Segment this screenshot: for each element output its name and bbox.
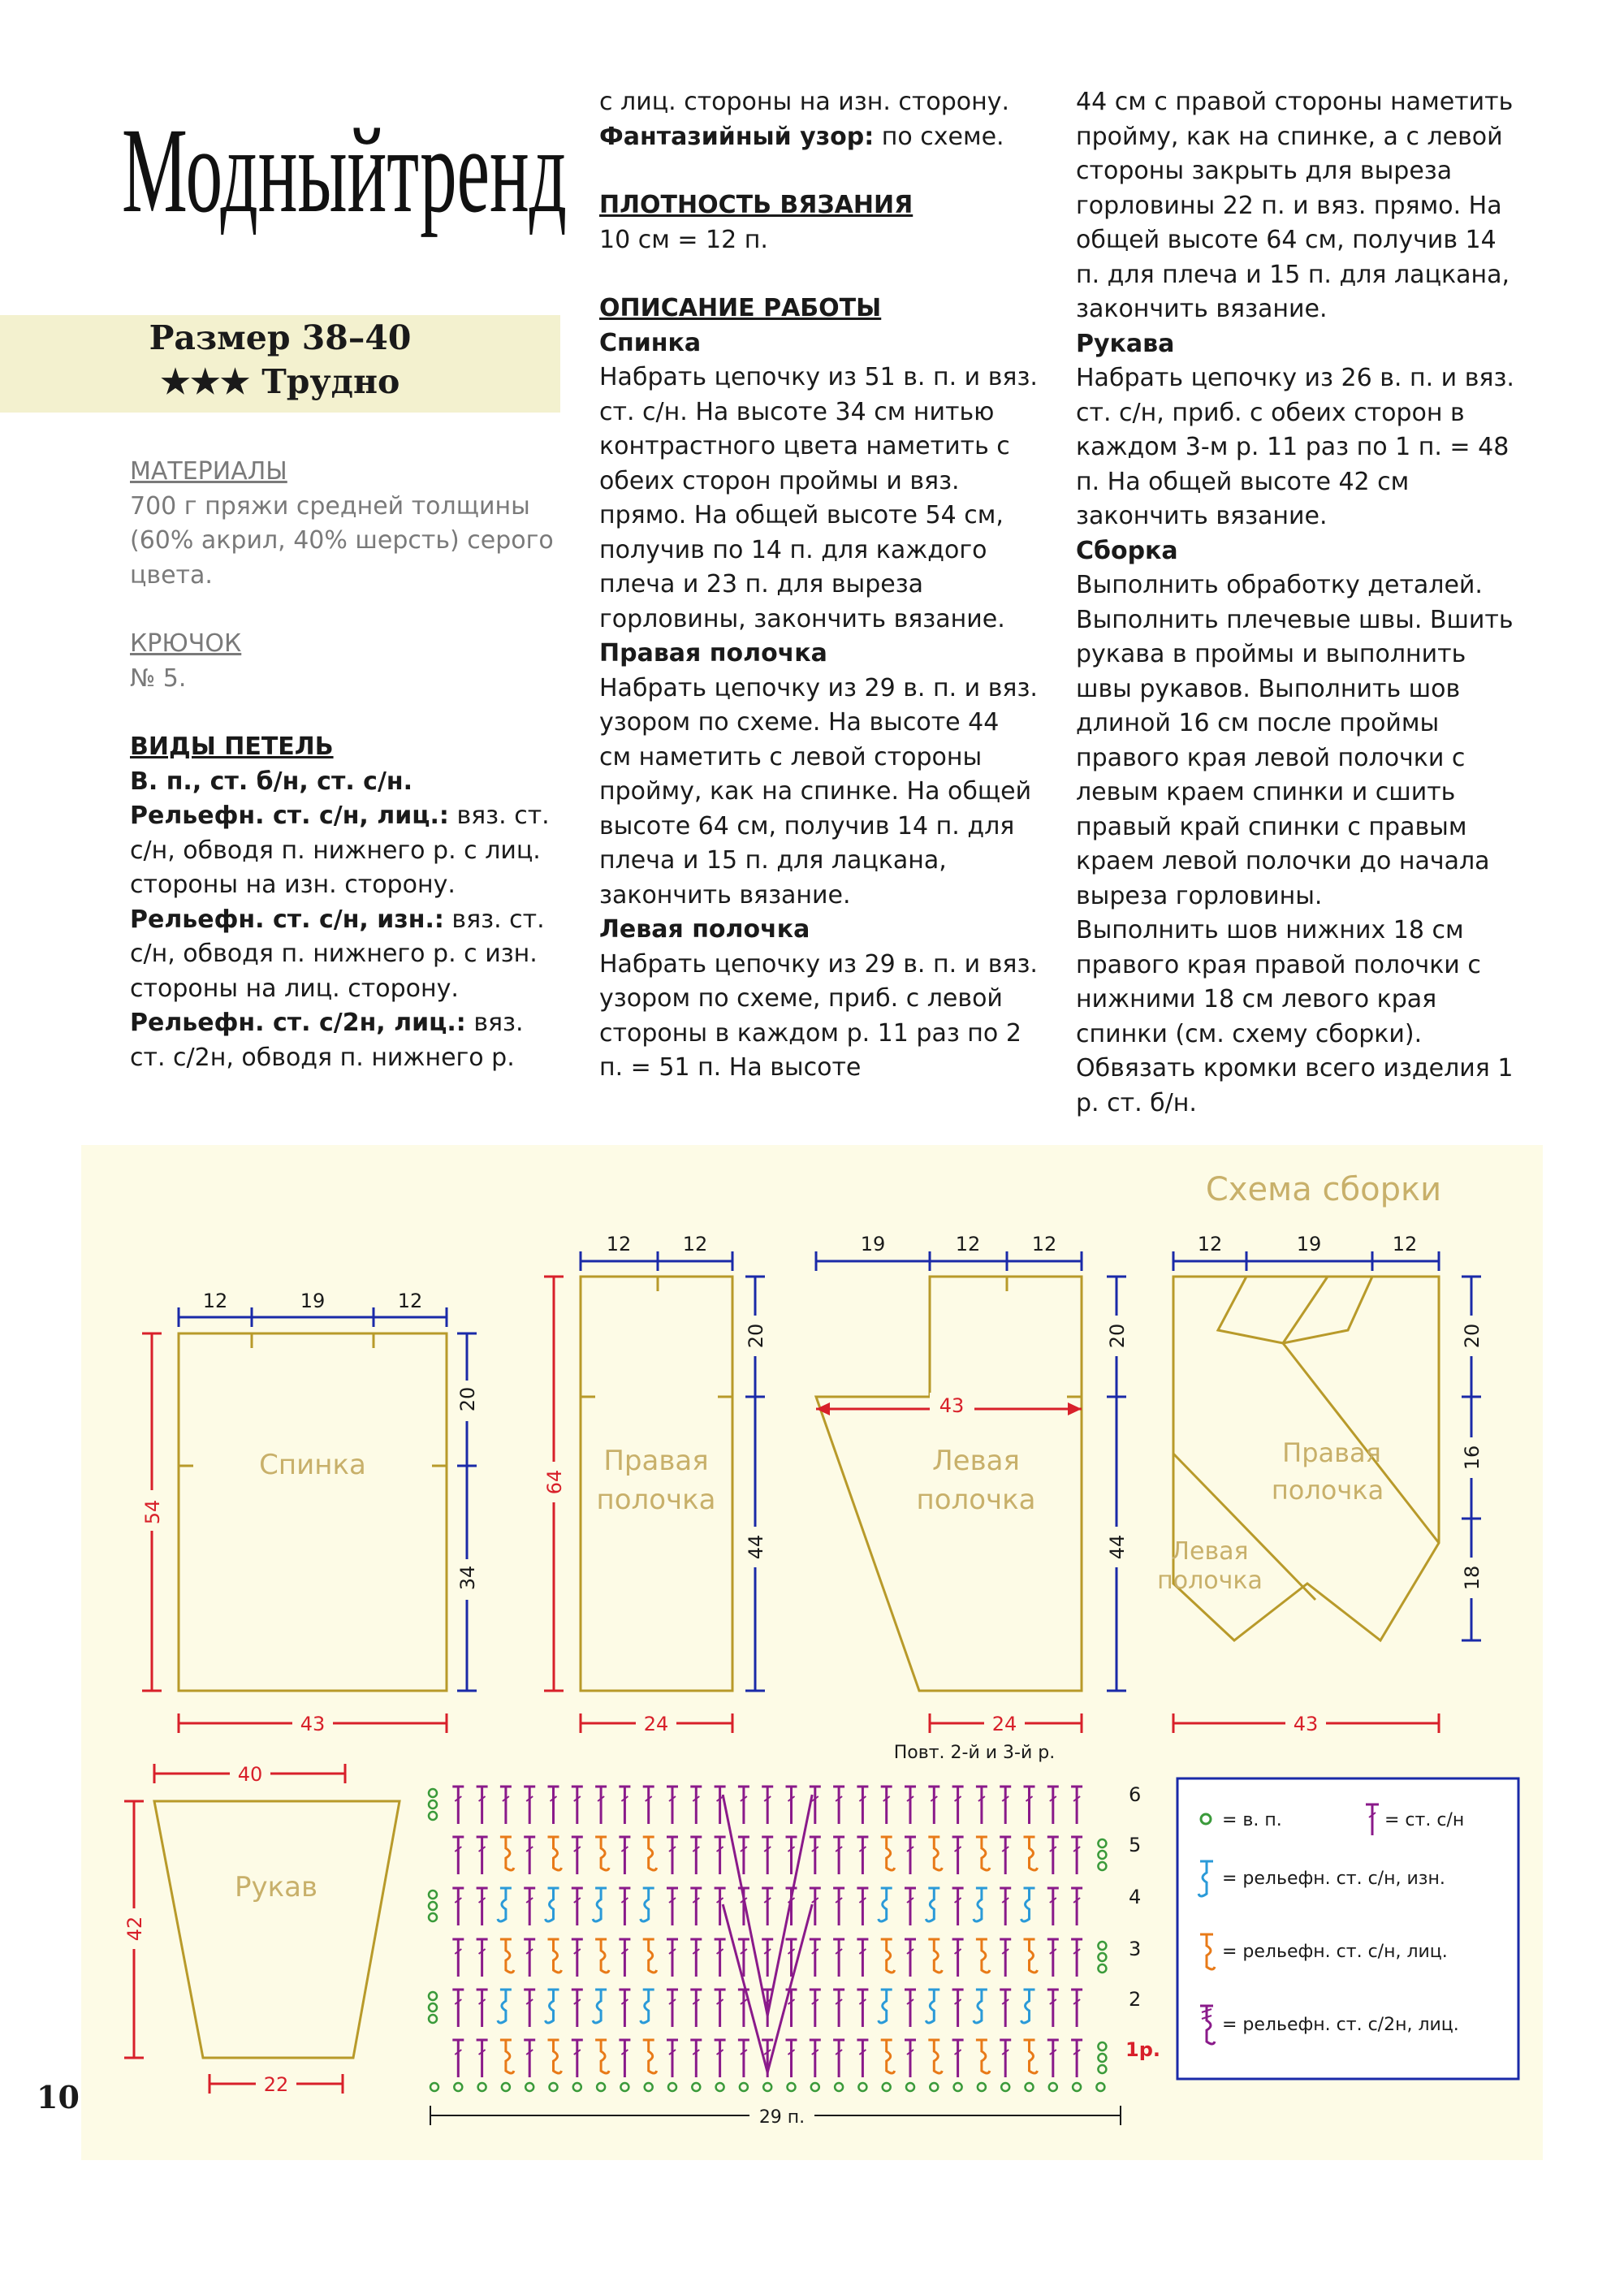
page-number: 10 xyxy=(37,2079,80,2115)
turning-chain xyxy=(1098,1862,1106,1870)
left-front-text: Набрать цепочку из 29 в. п. и вяз. узором по схеме, приб. с левой стороны в каждом р. 11 раз по 2 п. = 51 п. На высоте xyxy=(599,949,1038,1082)
right-front-text: Набрать цепочку из 29 в. п. и вяз. узором по схеме. На высоте 44 см наметить с левой стороны пройму, как на спинке. На общей высоте 64 см, получив 14 п. для плеча и 15 п. для лацкана, закончить вязание. xyxy=(599,673,1038,910)
chain-stitch xyxy=(454,2083,462,2091)
assembly-left-label-1: Левая xyxy=(1171,1537,1249,1566)
chart-row-1: 1р. xyxy=(1125,2038,1160,2061)
density-heading: ПЛОТНОСТЬ ВЯЗАНИЯ xyxy=(599,191,914,219)
right-front-label-1: Правая xyxy=(603,1445,709,1477)
turning-chain xyxy=(429,1992,437,2000)
chain-stitch xyxy=(620,2083,628,2091)
difficulty-label: ★★★ Трудно xyxy=(160,362,400,401)
sleeve-label: Рукав xyxy=(234,1871,318,1904)
back-pattern xyxy=(140,1290,479,1735)
turning-chain xyxy=(429,1800,437,1808)
left-front-label-2: полочка xyxy=(916,1484,1036,1516)
legend-fptr-right: = рельефн. ст. с/2н, лиц. xyxy=(1222,2015,1459,2035)
back-dim-top-1: 12 xyxy=(202,1290,228,1312)
back-dim-top-2: 19 xyxy=(300,1290,326,1312)
assembly-dim-3: 18 xyxy=(1461,1565,1484,1591)
turning-chain xyxy=(429,2003,437,2012)
assembly-text-1: Выполнить обработку деталей. Выполнить плечевые швы. Вшить рукава в проймы и выполнить швы рукавов. Выполнить шов длиной 16 см после проймы правого края левой полочки с левым краем спинки и сшить правый край спинки с правым краем левой полочки до начала выреза горловины. xyxy=(1076,571,1514,910)
relief-stitch xyxy=(934,2040,942,2073)
size-label: Размер 38–40 xyxy=(149,318,412,357)
sleeves-text: Набрать цепочку из 26 в. п. и вяз. ст. с/н, приб. с обеих сторон в каждом 3-м р. 11 раз по 1 п. = 48 п. На общей высоте 42 см закончить вязание. xyxy=(1076,364,1514,530)
back-outline xyxy=(179,1333,447,1691)
chain-stitch xyxy=(740,2083,748,2091)
hook-text: № 5. xyxy=(130,663,187,693)
logo-text: Модныйтренд xyxy=(122,103,567,238)
turning-chain xyxy=(1098,2042,1106,2050)
chain-stitch xyxy=(1073,2083,1081,2091)
left-front-dim-armhole: 20 xyxy=(1106,1323,1129,1349)
turning-chain xyxy=(1098,1942,1106,1950)
relief-stitch xyxy=(879,1990,887,2023)
assembly-right-label-2: полочка xyxy=(1271,1475,1384,1506)
relief-stitch xyxy=(498,1888,506,1921)
turning-chain xyxy=(1098,1839,1106,1847)
back-label: Спинка xyxy=(259,1449,366,1481)
chain-stitch xyxy=(502,2083,510,2091)
chart-width-label: 29 п. xyxy=(758,2107,806,2128)
turning-chain xyxy=(1098,1851,1106,1859)
turning-chain xyxy=(1098,2065,1106,2073)
chain-stitch xyxy=(525,2083,533,2091)
hook-heading: КРЮЧОК xyxy=(130,629,242,658)
assembly-dim-top-1: 12 xyxy=(1197,1233,1223,1255)
work-heading: ОПИСАНИЕ РАБОТЫ xyxy=(599,294,882,322)
turning-chain xyxy=(429,1913,437,1921)
right-front-dim-body: 44 xyxy=(745,1534,767,1560)
chain-stitch xyxy=(906,2083,914,2091)
stitch-continuation: с лиц. стороны на изн. сторону. xyxy=(599,88,1010,116)
assembly-left-label-2: полочка xyxy=(1157,1566,1263,1595)
chart-legend xyxy=(1177,1778,1518,2079)
assembly-scheme xyxy=(1157,1171,1484,1735)
turning-chain xyxy=(429,1902,437,1910)
chart-row-5: 5 xyxy=(1129,1834,1142,1856)
chain-stitch xyxy=(478,2083,486,2091)
density-text: 10 см = 12 п. xyxy=(599,225,768,254)
relief-stitch xyxy=(593,1990,601,2023)
relief-stitch xyxy=(601,2040,609,2073)
sleeve-outline xyxy=(154,1801,400,2058)
chain-stitch xyxy=(811,2083,819,2091)
chain-stitch xyxy=(1049,2083,1057,2091)
chain-stitch xyxy=(692,2083,700,2091)
legend-fpdc-wrong: = рельефн. ст. с/н, изн. xyxy=(1222,1869,1445,1889)
relief-stitch xyxy=(974,1990,982,2023)
chain-stitch xyxy=(716,2083,724,2091)
relief-stitch xyxy=(887,2040,895,2073)
assembly-right-label-1: Правая xyxy=(1282,1437,1381,1468)
assembly-dim-top-2: 19 xyxy=(1296,1233,1322,1255)
relief-stitch xyxy=(601,1837,609,1870)
chain-stitch xyxy=(883,2083,891,2091)
relief-stitch xyxy=(1021,1990,1030,2023)
sleeves-heading: Рукава xyxy=(1076,329,1175,358)
relief-stitch xyxy=(641,1990,649,2023)
assembly-text-2: Выполнить шов нижних 18 см правого края правой полочки с нижними 18 см левого края спинки (см. схему сборки). Обвязать кромки всего изделия 1 р. ст. б/н. xyxy=(1076,916,1514,1117)
chart-row-4: 4 xyxy=(1129,1886,1142,1908)
assembly-dim-top-3: 12 xyxy=(1392,1233,1418,1255)
materials-heading: МАТЕРИАЛЫ xyxy=(130,457,287,486)
turning-chain xyxy=(429,1812,437,1820)
chain-stitch xyxy=(858,2083,866,2091)
relief-stitch xyxy=(554,2040,562,2073)
relief-stitch xyxy=(879,1888,887,1921)
legend-dc: = ст. с/н xyxy=(1384,1810,1465,1830)
right-front-dim-height: 64 xyxy=(543,1469,566,1495)
assembly-dim-1: 20 xyxy=(1461,1323,1484,1349)
back-dim-armhole: 20 xyxy=(456,1386,479,1412)
relief-stitch xyxy=(641,1888,649,1921)
chain-stitch xyxy=(954,2083,962,2091)
legend-fpdc-right: = рельефн. ст. с/н, лиц. xyxy=(1222,1942,1448,1962)
relief-stitch xyxy=(934,1837,942,1870)
chain-stitch xyxy=(788,2083,796,2091)
relief-stitch xyxy=(1030,1837,1038,1870)
relief-stitch xyxy=(926,1888,934,1921)
chain-stitch xyxy=(645,2083,653,2091)
chain-stitch xyxy=(668,2083,676,2091)
turning-chain xyxy=(429,1891,437,1899)
relief-stitch xyxy=(601,1939,609,1973)
diagrams-svg xyxy=(81,1145,1543,2160)
chain-stitch xyxy=(1001,2083,1009,2091)
back-dim-width: 43 xyxy=(300,1713,326,1735)
relief-stitch xyxy=(887,1837,895,1870)
left-front-dim-body: 44 xyxy=(1106,1534,1129,1560)
chain-stitch xyxy=(550,2083,558,2091)
right-front-dim-top-2: 12 xyxy=(682,1233,708,1255)
relief-stitch xyxy=(554,1837,562,1870)
right-front-label-2: полочка xyxy=(596,1484,716,1516)
chain-stitch xyxy=(835,2083,843,2091)
relief-stitch xyxy=(982,1837,990,1870)
assembly-dim-width: 43 xyxy=(1293,1713,1319,1735)
relief-stitch xyxy=(926,1990,934,2023)
relief-stitch xyxy=(546,1888,554,1921)
chain-stitch xyxy=(1096,2083,1104,2091)
assembly-heading: Сборка xyxy=(1076,536,1178,565)
relief-stitch xyxy=(649,1939,657,1973)
turning-chain xyxy=(1098,1964,1106,1973)
back-heading: Спинка xyxy=(599,328,702,357)
stitch-fptr-right: Рельефн. ст. с/2н, лиц.: вяз. ст. с/2н, обводя п. нижнего р. xyxy=(130,1009,524,1072)
left-front-label-1: Левая xyxy=(932,1445,1020,1477)
left-front-dim-top-2: 12 xyxy=(955,1233,981,1255)
chart-repeat-label: Повт. 2-й и 3-й р. xyxy=(893,1743,1056,1763)
relief-stitch xyxy=(934,1939,942,1973)
right-front-pattern xyxy=(542,1233,767,1735)
back-dim-body: 34 xyxy=(456,1565,479,1591)
turning-chain xyxy=(1098,2054,1106,2062)
stitches-heading: ВИДЫ ПЕТЕЛЬ xyxy=(130,732,334,761)
relief-stitch xyxy=(546,1990,554,2023)
left-front-pattern xyxy=(816,1233,1129,1735)
right-front-heading: Правая полочка xyxy=(599,639,827,668)
stitch-fpdc-wrong: Рельефн. ст. с/н, изн.: вяз. ст. с/н, обводя п. нижнего р. с изн. стороны на лиц. сторону. xyxy=(130,905,545,1003)
right-front-dim-armhole: 20 xyxy=(745,1323,767,1349)
back-dim-height: 54 xyxy=(141,1499,164,1525)
sleeve-dim-top: 40 xyxy=(237,1763,263,1786)
chain-stitch xyxy=(763,2083,771,2091)
relief-stitch xyxy=(982,2040,990,2073)
stitch-chart xyxy=(429,1743,1160,2128)
assembly-title: Схема сборки xyxy=(1205,1171,1442,1208)
left-front-dim-width: 24 xyxy=(991,1713,1017,1735)
relief-stitch xyxy=(1021,1888,1030,1921)
chart-row-2: 2 xyxy=(1129,1988,1142,2011)
relief-stitch xyxy=(974,1888,982,1921)
chain-stitch xyxy=(1026,2083,1034,2091)
relief-stitch xyxy=(649,2040,657,2073)
chain-stitch xyxy=(573,2083,581,2091)
left-front-heading: Левая полочка xyxy=(599,915,810,944)
chain-stitch xyxy=(430,2083,438,2091)
turning-chain xyxy=(429,1789,437,1797)
relief-stitch xyxy=(649,1837,657,1870)
stitch-fpdc-right: Рельефн. ст. с/н, лиц.: вяз. ст. с/н, обводя п. нижнего р. с лиц. стороны на изн. сторону. xyxy=(130,802,550,899)
chain-stitch xyxy=(597,2083,605,2091)
turning-chain xyxy=(429,2015,437,2023)
relief-stitch xyxy=(982,1939,990,1973)
chain-stitch xyxy=(978,2083,986,2091)
chart-row-6: 6 xyxy=(1129,1783,1142,1806)
relief-stitch xyxy=(506,1837,514,1870)
brand-logo xyxy=(122,77,577,272)
left-front-dim-neck: 43 xyxy=(939,1394,965,1417)
sleeve-dim-bottom: 22 xyxy=(263,2073,289,2096)
relief-stitch xyxy=(498,1990,506,2023)
sleeve-dim-height: 42 xyxy=(123,1916,146,1942)
relief-stitch xyxy=(554,1939,562,1973)
legend-chain: = в. п. xyxy=(1222,1810,1282,1830)
fancy-pattern: Фантазийный узор: по схеме. xyxy=(599,122,1004,151)
relief-stitch xyxy=(1030,2040,1038,2073)
right-front-dim-top-1: 12 xyxy=(606,1233,632,1255)
right-front-dim-width: 24 xyxy=(643,1713,669,1735)
left-front-dim-top-3: 12 xyxy=(1031,1233,1057,1255)
chart-row-3: 3 xyxy=(1129,1938,1142,1960)
turning-chain xyxy=(1098,1953,1106,1961)
column-instructions-1 xyxy=(599,85,1038,1086)
relief-stitch xyxy=(887,1939,895,1973)
relief-stitch xyxy=(1030,1939,1038,1973)
back-dim-top-3: 12 xyxy=(397,1290,423,1312)
chain-stitch xyxy=(930,2083,938,2091)
left-front-continuation: 44 см с правой стороны наметить пройму, как на спинке, а с левой стороны закрыть для выреза горловины 22 п. и вяз. прямо. На общей высоте 64 см, получив 14 п. для плеча и 15 п. для лацкана, закончить вязание. xyxy=(1076,88,1514,323)
materials-text: 700 г пряжи средней толщины (60% акрил, 40% шерсть) серого цвета. xyxy=(130,491,554,590)
sleeve-pattern xyxy=(122,1762,400,2096)
left-front-dim-top-1: 19 xyxy=(860,1233,886,1255)
relief-stitch xyxy=(506,2040,514,2073)
assembly-dim-2: 16 xyxy=(1461,1445,1484,1471)
column-instructions-2 xyxy=(1076,85,1514,1121)
diagrams-area xyxy=(81,1145,1543,2160)
relief-stitch xyxy=(593,1888,601,1921)
chart-grid xyxy=(429,1787,1106,2091)
column-materials xyxy=(130,455,560,1075)
relief-stitch xyxy=(506,1939,514,1973)
back-text: Набрать цепочку из 51 в. п. и вяз. ст. с/н. На высоте 34 см нитью контрастного цвета наметить с обеих сторон проймы и вяз. прямо. На общей высоте 54 см, получив по 14 п. для каждого плеча и 23 п. для выреза горловины, закончить вязание. xyxy=(599,363,1038,633)
stitch-basic: В. п., ст. б/н, ст. с/н. xyxy=(130,767,413,796)
